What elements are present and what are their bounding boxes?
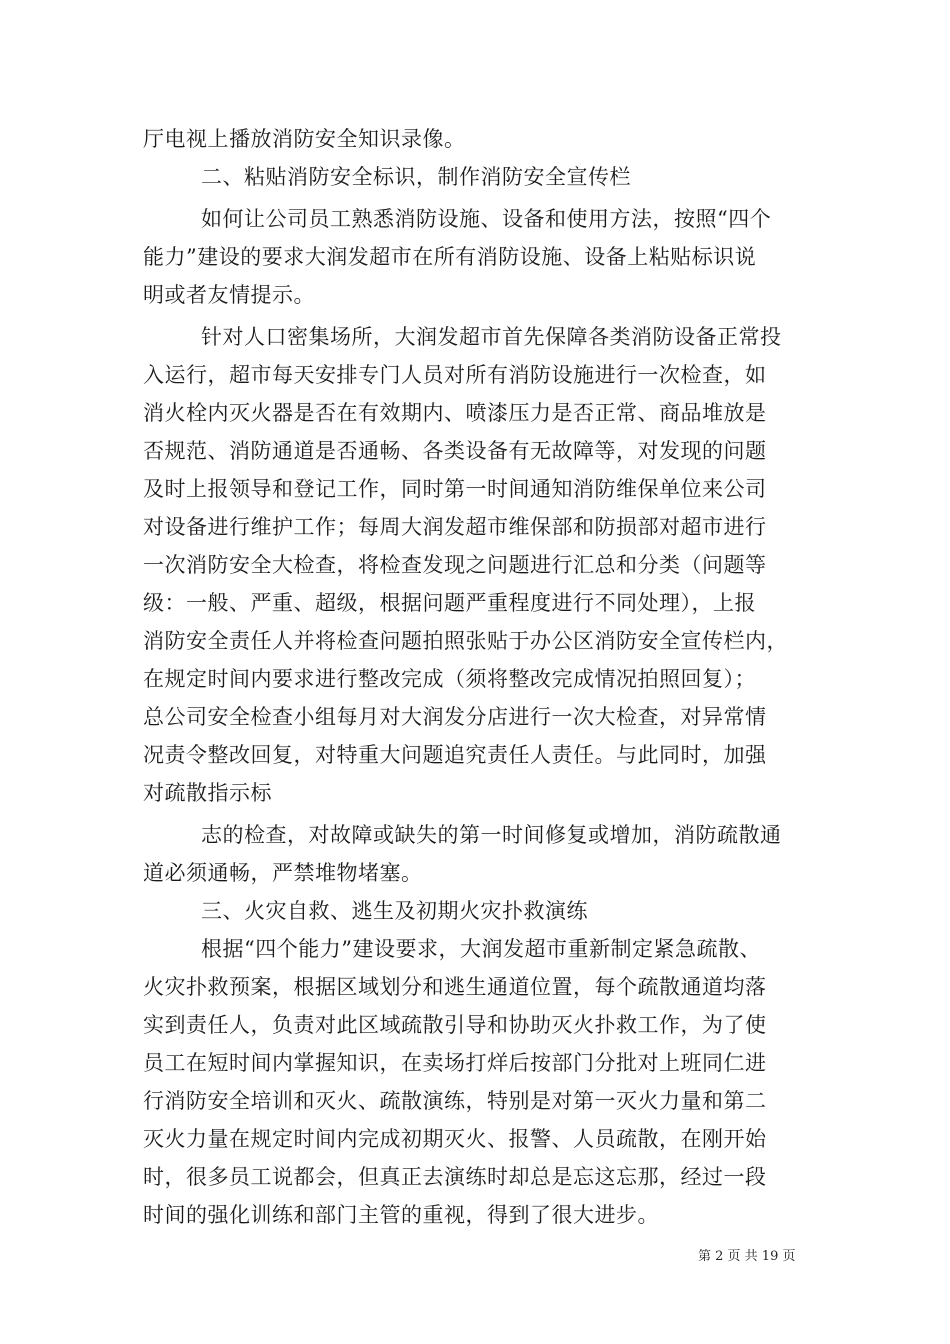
text-line: 对设备进行维护工作；每周大润发超市维保部和防损部对超市进行 xyxy=(143,515,767,539)
text-line: 员工在短时间内掌握知识，在卖场打烊后按部门分批对上班同仁进 xyxy=(143,1051,767,1075)
text-line: 一次消防安全大检查，将检查发现之问题进行汇总和分类（问题等 xyxy=(143,553,767,577)
text-line: 灭火力量在规定时间内完成初期灭火、报警、人员疏散，在刚开始 xyxy=(143,1127,767,1151)
text-line: 消防安全责任人并将检查问题拍照张贴于办公区消防安全宣传栏内， xyxy=(143,629,788,653)
page-number: 第 2 页 共 19 页 xyxy=(698,1249,796,1264)
text-line: 在规定时间内要求进行整改完成（须将整改完成情况拍照回复）； xyxy=(143,667,756,691)
section-heading: 二、粘贴消防安全标识，制作消防安全宣传栏 xyxy=(201,165,631,189)
text-line: 总公司安全检查小组每月对大润发分店进行一次大检查，对异常情 xyxy=(143,705,767,729)
text-line: 志的检查，对故障或缺失的第一时间修复或增加，消防疏散通 xyxy=(201,823,782,847)
text-line: 针对人口密集场所，大润发超市首先保障各类消防设备正常投 xyxy=(201,325,782,349)
text-line: 况责令整改回复，对特重大问题追究责任人责任。与此同时，加强 xyxy=(143,743,767,767)
text-line: 及时上报领导和登记工作，同时第一时间通知消防维保单位来公司 xyxy=(143,477,767,501)
text-line: 厅电视上播放消防安全知识录像。 xyxy=(143,127,466,151)
text-line: 对疏散指示标 xyxy=(143,781,272,805)
text-line: 时，很多员工说都会，但真正去演练时却总是忘这忘那，经过一段 xyxy=(143,1165,767,1189)
text-line: 级：一般、严重、超级，根据问题严重程度进行不同处理），上报 xyxy=(143,591,756,615)
text-line: 入运行，超市每天安排专门人员对所有消防设施进行一次检查，如 xyxy=(143,363,767,387)
text-line: 如何让公司员工熟悉消防设施、设备和使用方法，按照“四个 xyxy=(201,207,772,231)
text-line: 明或者友情提示。 xyxy=(143,283,315,307)
text-line: 行消防安全培训和灭火、疏散演练，特别是对第一灭火力量和第二 xyxy=(143,1089,767,1113)
text-line: 消火栓内灭火器是否在有效期内、喷漆压力是否正常、商品堆放是 xyxy=(143,401,767,425)
text-line: 根据“四个能力”建设要求，大润发超市重新制定紧急疏散、 xyxy=(201,937,761,961)
text-line: 实到责任人，负责对此区域疏散引导和协助灭火扑救工作，为了使 xyxy=(143,1013,767,1037)
text-line: 时间的强化训练和部门主管的重视，得到了很大进步。 xyxy=(143,1203,659,1227)
text-line: 能力”建设的要求大润发超市在所有消防设施、设备上粘贴标识说 xyxy=(143,245,757,269)
text-line: 道必须通畅，严禁堆物堵塞。 xyxy=(143,861,423,885)
text-line: 火灾扑救预案，根据区域划分和逃生通道位置，每个疏散通道均落 xyxy=(143,975,767,999)
text-line: 否规范、消防通道是否通畅、各类设备有无故障等，对发现的问题 xyxy=(143,439,767,463)
document-body xyxy=(143,120,823,1234)
section-heading: 三、火灾自救、逃生及初期火灾扑救演练 xyxy=(201,899,588,923)
